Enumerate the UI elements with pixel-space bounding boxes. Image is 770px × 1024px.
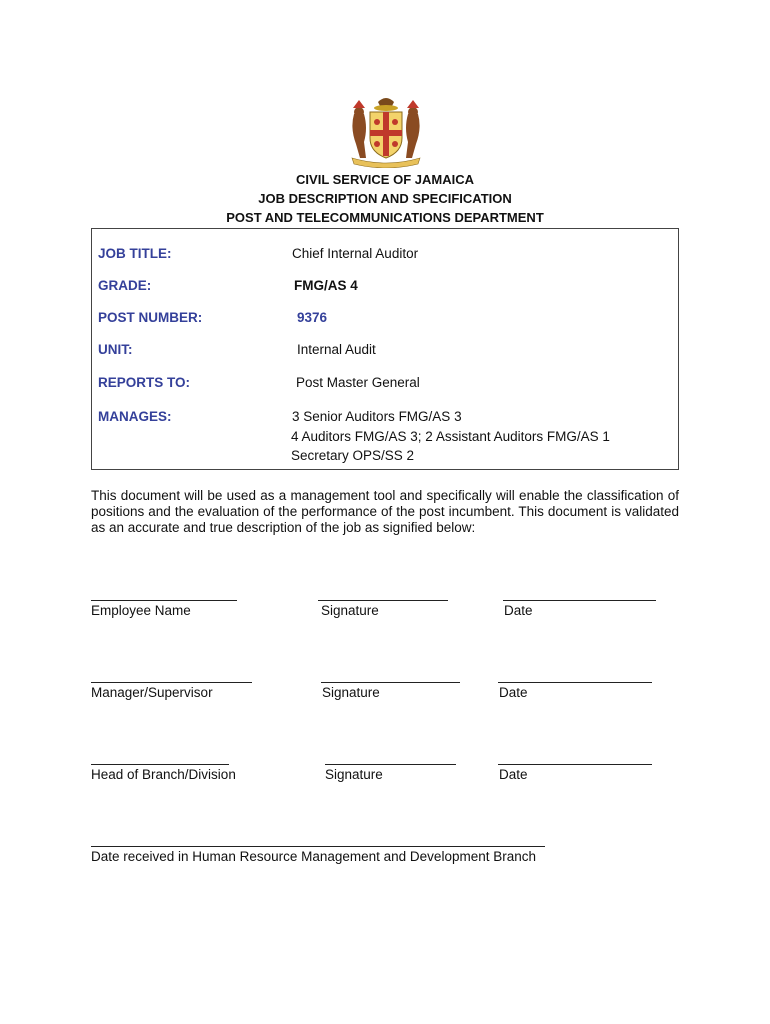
validation-statement: This document will be used as a management tool and specifically will enable the classification of positions and the evaluation of the performance of the post incumbent. This document is validated as an accurate and true description of the job as signified below: [91, 488, 679, 535]
document-heading-line-2: JOB DESCRIPTION AND SPECIFICATION [258, 191, 512, 206]
post-number-value: 9376 [297, 310, 328, 325]
head-signature-line [325, 764, 456, 765]
employee-name-line [91, 600, 237, 601]
manager-date-line [498, 682, 652, 683]
manages-value-3: Secretary OPS/SS 2 [291, 448, 415, 463]
grade-label: GRADE: [98, 278, 152, 293]
manager-signature-line [321, 682, 460, 683]
coat-of-arms-emblem [344, 92, 428, 168]
unit-label: UNIT: [98, 342, 133, 357]
grade-value: FMG/AS 4 [294, 278, 358, 293]
document-heading-line-3: POST AND TELECOMMUNICATIONS DEPARTMENT [226, 210, 544, 225]
head-date-caption: Date [499, 767, 528, 782]
unit-value: Internal Audit [297, 342, 376, 357]
employee-name-caption: Employee Name [91, 603, 191, 618]
manager-name-line [91, 682, 252, 683]
manager-supervisor-caption: Manager/Supervisor [91, 685, 213, 700]
date-received-line [91, 846, 545, 847]
manages-label: MANAGES: [98, 409, 172, 424]
employee-date-caption: Date [504, 603, 533, 618]
head-of-branch-caption: Head of Branch/Division [91, 767, 236, 782]
job-title-value: Chief Internal Auditor [292, 246, 419, 261]
head-signature-caption: Signature [325, 767, 383, 782]
employee-signature-line [318, 600, 448, 601]
manager-signature-caption: Signature [322, 685, 380, 700]
head-date-line [498, 764, 652, 765]
employee-date-line [503, 600, 656, 601]
head-name-line [91, 764, 229, 765]
manages-value-1: 3 Senior Auditors FMG/AS 3 [292, 409, 462, 424]
manages-value-2: 4 Auditors FMG/AS 3; 2 Assistant Auditors FMG/AS 1 [291, 429, 610, 444]
post-number-label: POST NUMBER: [98, 310, 203, 325]
date-received-caption: Date received in Human Resource Management and Development Branch [91, 849, 536, 864]
reports-to-label: REPORTS TO: [98, 375, 191, 390]
job-title-label: JOB TITLE: [98, 246, 172, 261]
manager-date-caption: Date [499, 685, 528, 700]
document-heading-line-1: CIVIL SERVICE OF JAMAICA [296, 172, 474, 187]
employee-signature-caption: Signature [321, 603, 379, 618]
reports-to-value: Post Master General [296, 375, 420, 390]
